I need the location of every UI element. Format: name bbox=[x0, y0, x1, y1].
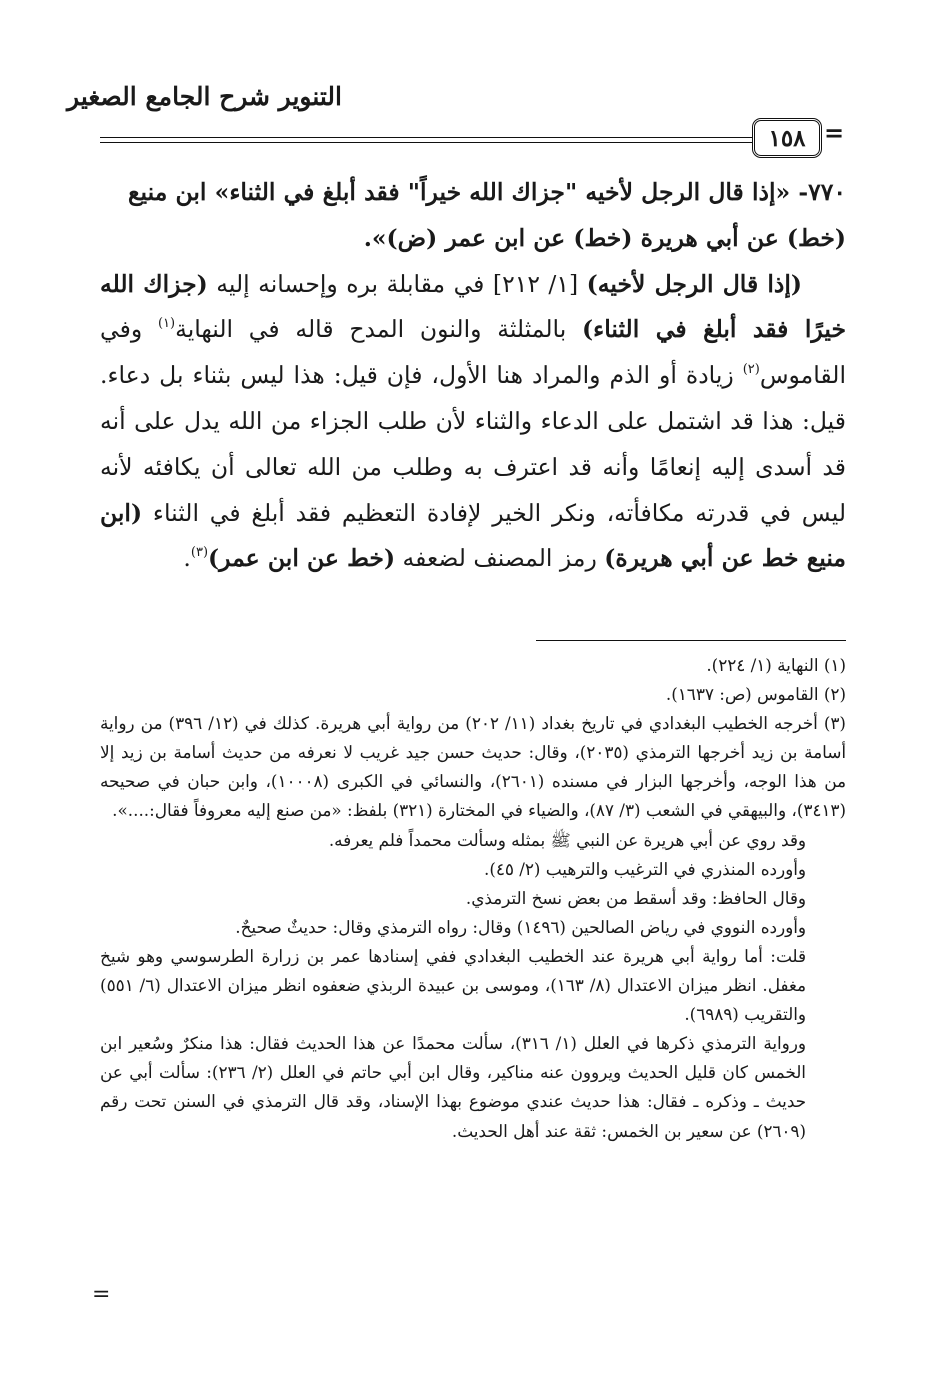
footnote-3: (٣) أخرجه الخطيب البغدادي في تاريخ بغداد (١١/ ٢٠٢) من رواية أبي هريرة. كذلك في (١٢/ ٣٩٦) من رواية أسامة بن زيد أخرجها الترمذي (٢٠٣٥)، وقال: حديث حسن جيد غريب لا نعرفه من حديث أسامة بن زيد إلا من هذا الوجه، وأخرجها البزار في مسنده (٢٦٠١)، والنسائي في الكبرى (١٠٠٠٨)، وابن حبان في صحيحه (٣٤١٣)، والبيهقي في الشعب (٣/ ٨٧)، والضياء في المختارة (٣٢١) بلفظ: «من صنع إليه معروفاً فقال:....». bbox=[100, 713, 846, 821]
footnote-ref-2[interactable]: (٢) bbox=[742, 362, 760, 378]
header-rule bbox=[100, 137, 752, 143]
footnote-3-paragraph: ورواية الترمذي ذكرها في العلل (١/ ٣١٦)، سألت محمدًا عن هذا الحديث فقال: هذا منكرٌ وسُعير ابن الخمس كان قليل الحديث ويروون عنه مناكير، وقال ابن أبي حاتم في العلل (٢/ ٢٣٦): سألت أبي عن حديث ـ وذكره ـ فقال: هذا حديث عندي موضوع بهذا الإسناد، وقد قال الترمذي في السنن تحت رقم (٢٦٠٩) عن سعير بن الخمس: ثقة عند أهل الحديث. bbox=[100, 1033, 806, 1141]
page-end-mark: = bbox=[92, 1282, 111, 1307]
hadith-line-2: (خط) عن أبي هريرة (خط) عن ابن عمر (ض)». bbox=[363, 223, 846, 252]
footnote-3-paragraph: وقال الحافظ: وقد أسقط من بعض نسخ الترمذي. bbox=[465, 887, 806, 908]
footnote-1: (١) النهاية (١/ ٢٢٤). bbox=[706, 655, 846, 675]
main-text bbox=[100, 170, 846, 582]
commentary-quote-1: (إذا قال الرجل لأخيه) bbox=[586, 269, 803, 298]
footnote-ref-3[interactable]: (٣) bbox=[190, 545, 209, 561]
commentary-quote-4: (خط عن ابن عمر) bbox=[208, 544, 396, 573]
commentary-quote-3: (ابن منيع خط عن أبي هريرة) bbox=[100, 498, 846, 573]
commentary-quote-2: (جزاك الله خيرًا فقد أبلغ في الثناء) bbox=[100, 269, 846, 344]
commentary-end: . bbox=[183, 544, 191, 573]
commentary-text-1: في مقابلة بره وإحسانه إليه bbox=[207, 269, 485, 298]
page-number: ١٥٨ bbox=[752, 118, 822, 158]
hadith-line-1: ٧٧٠- «إذا قال الرجل لأخيه "جزاك الله خيراً" فقد أبلغ في الثناء» ابن منيع bbox=[128, 178, 846, 206]
footnote-separator bbox=[536, 640, 846, 641]
footnote-3-paragraph: وأورده النووي في رياض الصالحين (١٤٩٦) وقال: رواه الترمذي وقال: حديثٌ صحيحٌ. bbox=[235, 916, 806, 937]
commentary-text-4: زيادة أو الذم والمراد هنا الأول، فإن قيل: هذا ليس بثناء بل دعاء. قيل: هذا قد اشتمل على الدعاء والثناء لأن طلب الجزاء من الله يدل على أنه قد أسدى إليه إنعامًا وأنه قد اعترف به وطلب من الله تعالى أن يكافئه لأنه ليس في قدرته مكافأته، ونكر الخير لإفادة التعظيم فقد أبلغ في الثناء bbox=[100, 361, 846, 527]
volume-page-ref: [١/ ٢١٢] bbox=[484, 269, 587, 298]
commentary-paragraph bbox=[100, 262, 846, 583]
commentary-text-3: وفي القاموس bbox=[100, 315, 846, 390]
footnote-2: (٢) القاموس (ص: ١٦٣٧). bbox=[665, 684, 846, 705]
running-title: التنوير شرح الجامع الصغير bbox=[67, 82, 342, 111]
footnote-3-paragraph: وأورده المنذري في الترغيب والترهيب (٢/ ٤٥). bbox=[483, 858, 806, 879]
footnotes bbox=[100, 651, 846, 1146]
commentary-text-2: بالمثلثة والنون المدح قاله في النهاية bbox=[175, 315, 583, 344]
footnote-3-paragraph: وقد روي عن أبي هريرة عن النبي ﷺ بمثله وسألت محمداً فلم يعرفه. bbox=[328, 829, 806, 850]
continuation-mark: = bbox=[824, 118, 845, 147]
footnote-ref-1[interactable]: (١) bbox=[157, 316, 176, 332]
footnote-3-paragraph: قلت: أما رواية أبي هريرة عند الخطيب البغدادي ففي إسنادها عمر بن زرارة الطرسوسي وهو شيخ مغفل. انظر ميزان الاعتدال (٨/ ١٦٣)، وموسى بن عبيدة الربذي ضعفوه انظر ميزان الاعتدال (٦/ ٥٥١) والتقريب (٦٩٨٩). bbox=[100, 945, 806, 1025]
commentary-text-5: رمز المصنف لضعفه bbox=[395, 544, 605, 573]
